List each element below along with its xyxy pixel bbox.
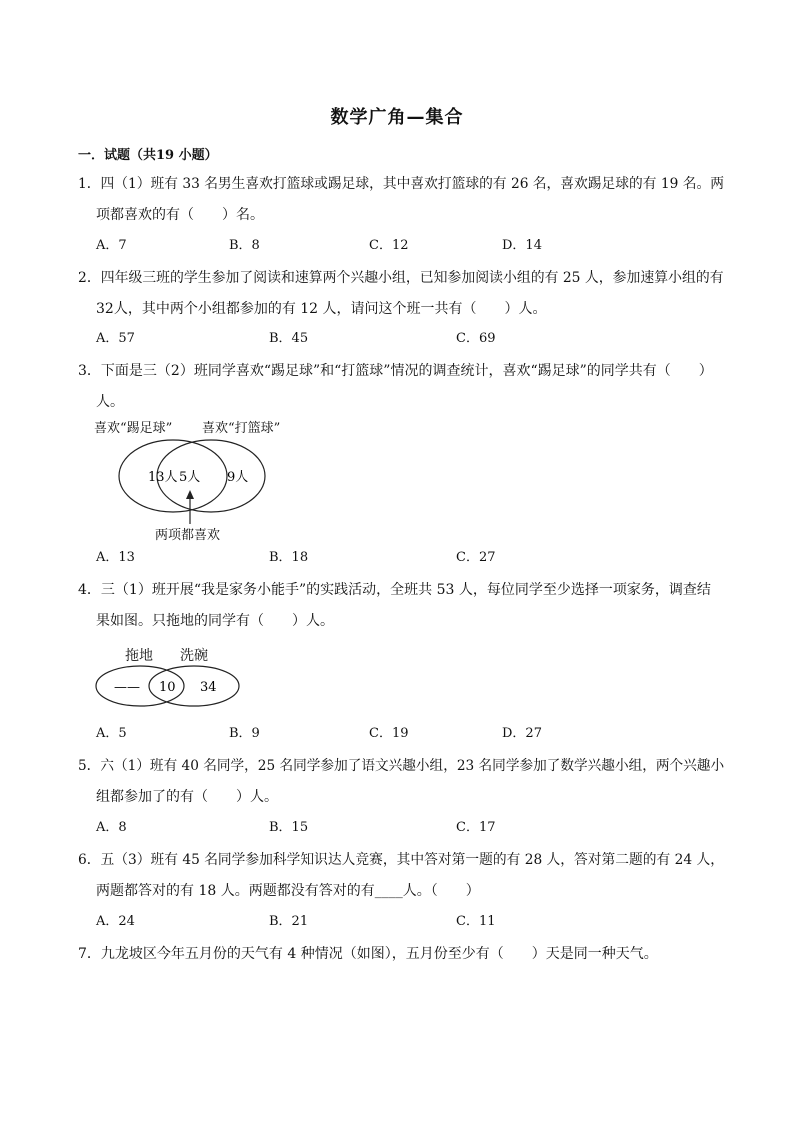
question-6-line-1: 6．五（3）班有 45 名同学参加科学知识达人竞赛，其中答对第一题的有 28 人，答对第二题的有 24 人， xyxy=(78,852,724,868)
question-2-line-2: 32人，其中两个小组都参加的有 12 人，请问这个班一共有（ ）人。 xyxy=(96,301,547,317)
question-2-option-c: C．69 xyxy=(456,331,496,346)
venn-2-label-right: 洗碗 xyxy=(180,648,208,664)
question-7-line-1: 7．九龙坡区今年五月份的天气有 4 种情况（如图），五月份至少有（ ）天是同一种天气。 xyxy=(78,946,658,962)
section-heading: 一．试题（共19 小题） xyxy=(78,148,218,163)
question-5-option-b: B．15 xyxy=(269,820,309,835)
venn-diagram-2 xyxy=(92,664,244,710)
question-4-option-a: A．5 xyxy=(96,726,127,741)
question-2-option-a: A．57 xyxy=(96,331,135,346)
question-4-line-1: 4．三（1）班开展“我是家务小能手”的实践活动，全班共 53 人，每位同学至少选择一项家务，调查结 xyxy=(78,582,711,598)
question-4-option-c: C．19 xyxy=(369,726,409,741)
question-3-option-c: C．27 xyxy=(456,550,496,565)
question-3-line-1: 3．下面是三（2）班同学喜欢“踢足球”和“打篮球”情况的调查统计，喜欢“踢足球”的同学共有（ ） xyxy=(78,363,713,379)
question-1-line-2: 项都喜欢的有（ ）名。 xyxy=(96,207,264,223)
question-5-option-a: A．8 xyxy=(96,820,127,835)
question-2-line-1: 2．四年级三班的学生参加了阅读和速算两个兴趣小组，已知参加阅读小组的有 25 人，参加速算小组的有 xyxy=(78,270,724,286)
question-4-line-2: 果如图。只拖地的同学有（ ）人。 xyxy=(96,613,334,629)
venn-2-left-value: —— xyxy=(114,680,140,695)
question-1-option-a: A．7 xyxy=(96,238,127,253)
question-2-option-b: B．45 xyxy=(269,331,309,346)
venn-diagram-1 xyxy=(110,436,275,526)
venn-1-arrow-label: 两项都喜欢 xyxy=(155,528,221,543)
venn-1-label-right: 喜欢“打篮球” xyxy=(202,421,281,436)
question-3-line-2: 人。 xyxy=(96,394,124,410)
question-5-line-2: 组都参加了的有（ ）人。 xyxy=(96,789,278,805)
question-4-option-b: B．9 xyxy=(229,726,260,741)
question-1-option-c: C．12 xyxy=(369,238,409,253)
venn-2-label-left: 拖地 xyxy=(125,648,153,664)
question-6-option-c: C．11 xyxy=(456,914,496,929)
venn-1-right-value: 9人 xyxy=(227,470,249,485)
venn-1-left-value: 13人 xyxy=(148,470,178,485)
venn-1-arrow-head xyxy=(186,490,194,499)
question-1-option-d: D．14 xyxy=(502,238,542,253)
question-1-option-b: B．8 xyxy=(229,238,260,253)
venn-1-label-left: 喜欢“踢足球” xyxy=(94,421,173,436)
question-5-option-c: C．17 xyxy=(456,820,496,835)
question-3-option-b: B．18 xyxy=(269,550,309,565)
page-title: 数学广角—集合 xyxy=(330,107,464,128)
question-4-option-d: D．27 xyxy=(502,726,542,741)
question-6-option-b: B．21 xyxy=(269,914,309,929)
question-6-line-2: 两题都答对的有 18 人。两题都没有答对的有____人。（ ） xyxy=(96,883,480,899)
venn-1-middle-value: 5人 xyxy=(179,470,201,485)
question-5-line-1: 5．六（1）班有 40 名同学，25 名同学参加了语文兴趣小组，23 名同学参加了数学兴趣小组，两个兴趣小 xyxy=(78,758,725,774)
question-3-option-a: A．13 xyxy=(96,550,135,565)
question-1-line-1: 1．四（1）班有 33 名男生喜欢打篮球或踢足球，其中喜欢打篮球的有 26 名，喜欢踢足球的有 19 名。两 xyxy=(78,176,724,192)
venn-2-right-value: 34 xyxy=(200,680,217,695)
question-6-option-a: A．24 xyxy=(96,914,135,929)
venn-2-middle-value: 10 xyxy=(159,680,176,695)
